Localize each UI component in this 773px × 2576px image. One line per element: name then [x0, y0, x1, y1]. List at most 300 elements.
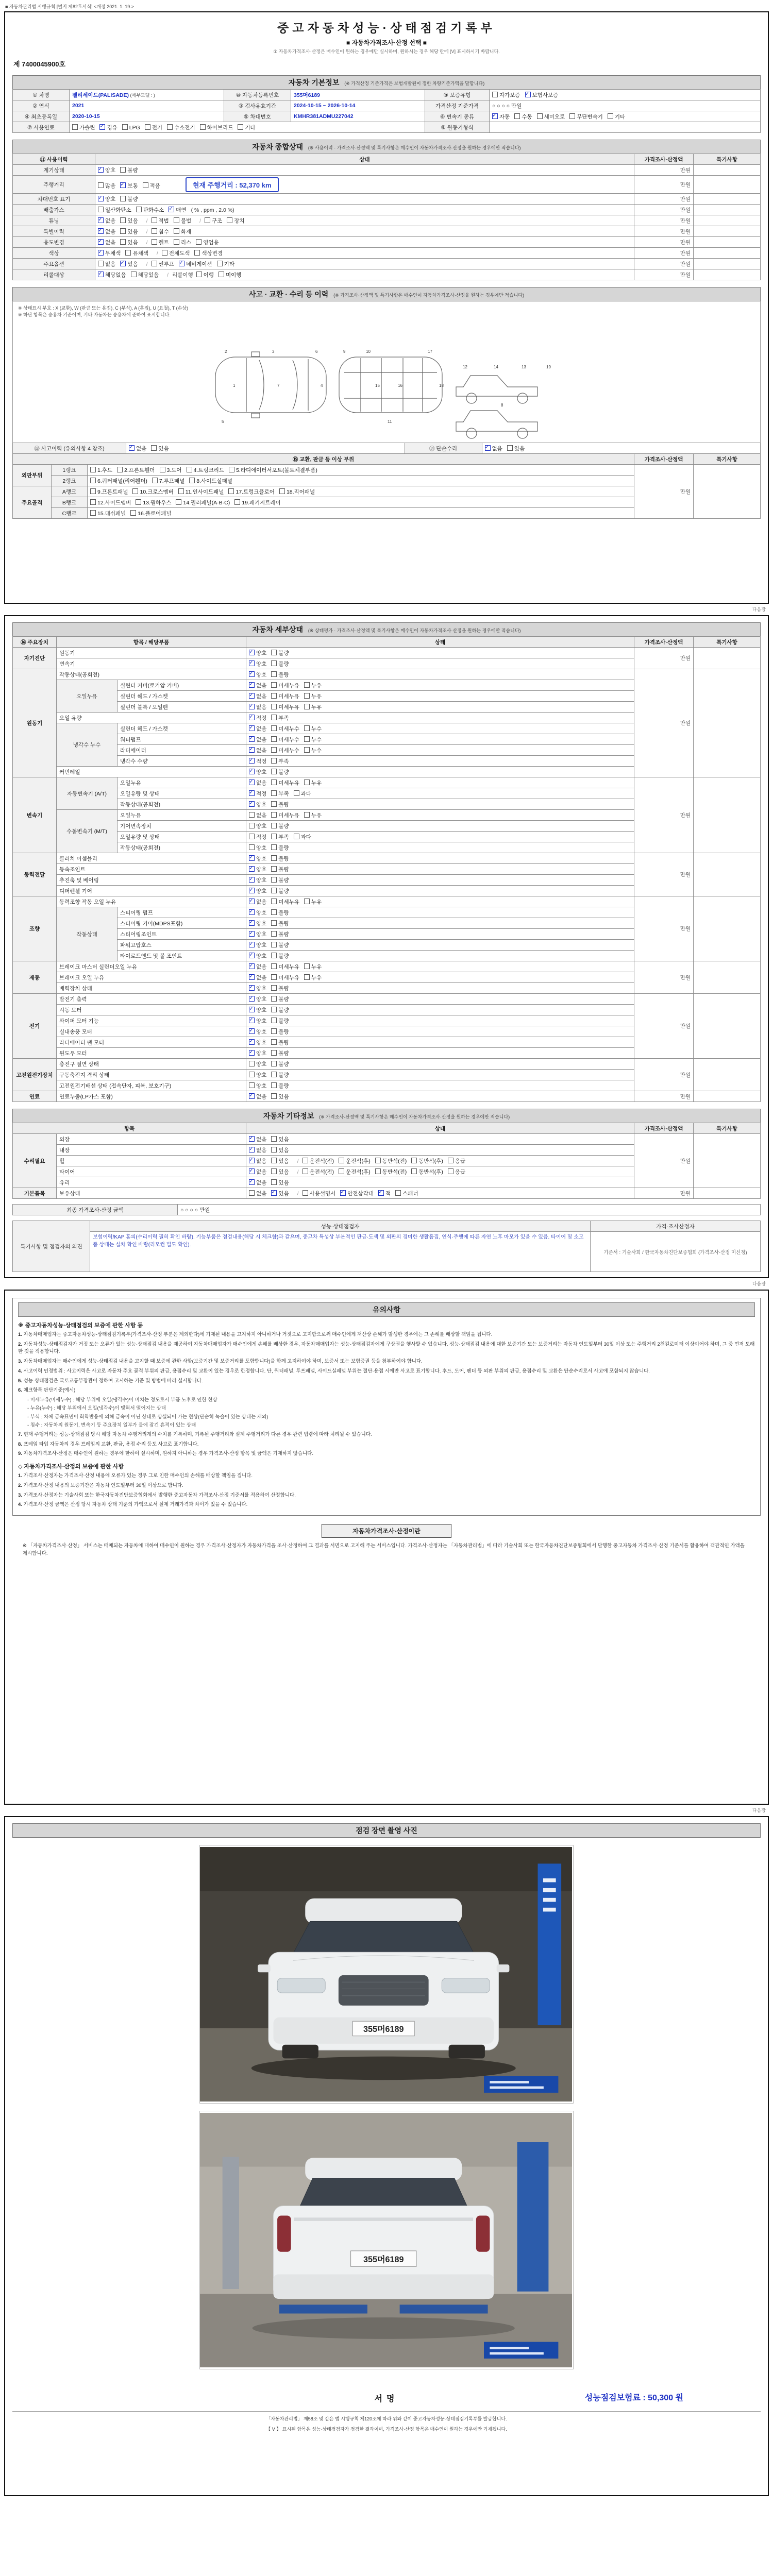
- device-item: 기어변속장치: [117, 821, 246, 832]
- checkbox[interactable]: [249, 909, 255, 915]
- option: [271, 985, 289, 992]
- checkbox[interactable]: [120, 261, 126, 266]
- checkbox[interactable]: [99, 124, 105, 130]
- option-label: 양호: [256, 1028, 267, 1035]
- checkbox[interactable]: [271, 834, 277, 839]
- checkbox[interactable]: [525, 92, 531, 97]
- checkbox[interactable]: [271, 823, 277, 828]
- checkbox[interactable]: [249, 1158, 255, 1163]
- option-label: 16.플로어패널: [138, 510, 172, 517]
- checkbox[interactable]: [249, 769, 255, 774]
- checkbox[interactable]: [249, 1136, 255, 1142]
- checkbox[interactable]: [271, 769, 277, 774]
- checkbox[interactable]: [167, 124, 173, 130]
- rank-label: 2랭크: [52, 476, 88, 486]
- checkbox[interactable]: [271, 866, 277, 872]
- checkbox[interactable]: [130, 510, 136, 516]
- checkbox[interactable]: [249, 736, 255, 742]
- checkbox[interactable]: [98, 239, 104, 245]
- checkbox[interactable]: [271, 855, 277, 861]
- field-label: 최종 가격조사·산정 금액: [13, 1205, 178, 1215]
- checkbox[interactable]: [136, 499, 141, 505]
- checkbox[interactable]: [271, 920, 277, 926]
- checkbox[interactable]: [304, 899, 310, 904]
- checkbox[interactable]: [271, 931, 277, 937]
- device-state: [246, 951, 634, 961]
- checkbox[interactable]: [608, 113, 613, 119]
- col-remark: 특기사항: [694, 637, 761, 648]
- checkbox[interactable]: [249, 812, 255, 818]
- checkbox[interactable]: [145, 124, 150, 130]
- checkbox[interactable]: [249, 866, 255, 872]
- checkbox[interactable]: [249, 834, 255, 839]
- checkbox[interactable]: [340, 1190, 346, 1196]
- checkbox[interactable]: [271, 985, 277, 991]
- checkbox[interactable]: [271, 736, 277, 742]
- checkbox[interactable]: [143, 182, 148, 188]
- checkbox[interactable]: [304, 747, 310, 753]
- checkbox[interactable]: [375, 1168, 381, 1174]
- device-item: 타이로드엔드 및 볼 조인트: [117, 951, 246, 961]
- checkbox[interactable]: [249, 1050, 255, 1056]
- option: [131, 271, 159, 279]
- checkbox[interactable]: [160, 467, 165, 472]
- checkbox[interactable]: [187, 467, 192, 472]
- checkbox[interactable]: [514, 113, 520, 119]
- checkbox[interactable]: [249, 1190, 255, 1196]
- checkbox[interactable]: [271, 1093, 277, 1099]
- option-label: 미세누수: [278, 725, 299, 732]
- checkbox[interactable]: [249, 801, 255, 807]
- checkbox[interactable]: [249, 790, 255, 796]
- checkbox[interactable]: [271, 1136, 277, 1142]
- checkbox[interactable]: [303, 1190, 308, 1196]
- option-label: 5.라디에이터서포트(볼트체결부품): [236, 467, 317, 473]
- device-item: 윈도우 모터: [57, 1048, 246, 1059]
- checkbox[interactable]: [507, 445, 513, 451]
- checkbox[interactable]: [196, 272, 202, 277]
- checkbox[interactable]: [271, 942, 277, 947]
- caution-item: [18, 1450, 755, 1458]
- option-label: 있음: [158, 445, 169, 452]
- price-amount: 만원: [634, 269, 694, 280]
- option: [120, 217, 138, 225]
- checkbox[interactable]: [229, 467, 234, 472]
- checkbox[interactable]: [98, 228, 104, 234]
- checkbox[interactable]: [174, 217, 179, 223]
- checkbox[interactable]: [162, 250, 167, 256]
- checkbox[interactable]: [151, 445, 157, 451]
- checkbox[interactable]: [249, 985, 255, 991]
- checkbox[interactable]: [271, 660, 277, 666]
- checkbox[interactable]: [194, 250, 200, 256]
- checkbox[interactable]: [98, 182, 104, 188]
- checkbox[interactable]: [271, 801, 277, 807]
- checkbox[interactable]: [179, 261, 184, 266]
- option-label: 썬루프: [158, 261, 174, 267]
- checkbox[interactable]: [271, 1028, 277, 1034]
- checkbox[interactable]: [152, 261, 157, 266]
- checkbox[interactable]: [271, 844, 277, 850]
- option: [271, 898, 299, 906]
- checkbox[interactable]: [234, 499, 240, 505]
- checkbox[interactable]: [271, 1018, 277, 1023]
- checkbox[interactable]: [249, 693, 255, 699]
- panel-item: [176, 499, 230, 506]
- checkbox[interactable]: [189, 478, 195, 483]
- remark: [694, 669, 761, 777]
- option-label: 없음: [256, 736, 267, 743]
- caution-heading: ※ 중고자동차성능·상태점검의 보증에 관한 사항 등: [18, 1323, 143, 1329]
- checkbox[interactable]: [200, 124, 206, 130]
- remark: [694, 896, 761, 961]
- option: [304, 725, 322, 733]
- checkbox[interactable]: [131, 272, 137, 277]
- checkbox[interactable]: [448, 1168, 453, 1174]
- checkbox[interactable]: [125, 250, 131, 256]
- checkbox[interactable]: [249, 942, 255, 947]
- option-label: 보험사보증: [532, 92, 559, 98]
- checkbox[interactable]: [304, 704, 310, 709]
- appraiser-column-label: 가격·조사산정자: [591, 1221, 761, 1232]
- option: [271, 930, 289, 938]
- checkbox[interactable]: [249, 1082, 255, 1088]
- checkbox[interactable]: [271, 1072, 277, 1077]
- checkbox[interactable]: [271, 888, 277, 893]
- option: [120, 260, 138, 268]
- checkbox[interactable]: [249, 704, 255, 709]
- checkbox[interactable]: [448, 1158, 453, 1163]
- footer-check-note: 【 V 】 표시된 항목은 성능·상태점검자가 점검한 결과이며, 가격조사·산정 항목은 매수인이 원하는 경우에만 기재됩니다.: [266, 2427, 507, 2432]
- checkbox[interactable]: [90, 488, 96, 494]
- checkbox[interactable]: [249, 650, 255, 655]
- caution-item: [18, 1378, 755, 1385]
- checkbox[interactable]: [339, 1158, 344, 1163]
- checkbox[interactable]: [271, 1147, 277, 1153]
- checkbox[interactable]: [136, 207, 142, 212]
- option-label: 9.프론트패널: [97, 488, 128, 495]
- checkbox[interactable]: [249, 877, 255, 883]
- device-item: 고전원전기배선 상태 (접속단자, 피복, 보호기구): [57, 1080, 246, 1091]
- checkbox[interactable]: [271, 909, 277, 915]
- checkbox[interactable]: [227, 217, 232, 223]
- checkbox[interactable]: [271, 1168, 277, 1174]
- checkbox[interactable]: [279, 488, 285, 494]
- checkbox[interactable]: [249, 823, 255, 828]
- checkbox[interactable]: [303, 1168, 308, 1174]
- checkbox[interactable]: [152, 239, 157, 245]
- option-label: 동반석(후): [418, 1168, 443, 1175]
- option-label: 없음: [256, 899, 267, 905]
- device-state: [246, 994, 634, 1005]
- checkbox[interactable]: [117, 467, 123, 472]
- option-label: 누유: [311, 779, 322, 786]
- option-label: 양호: [256, 877, 267, 884]
- option-label: 가솔린: [79, 124, 95, 131]
- option-label: 없음: [256, 682, 267, 689]
- checkbox[interactable]: [304, 779, 310, 785]
- device-item: 타이어: [57, 1166, 246, 1177]
- option-label: 동반석(전): [382, 1168, 407, 1175]
- checkbox[interactable]: [249, 747, 255, 753]
- checkbox[interactable]: [304, 725, 310, 731]
- checkbox[interactable]: [249, 1061, 255, 1066]
- detail-state-table: [12, 636, 761, 1102]
- option-divider: /: [146, 228, 148, 235]
- remark: [694, 215, 761, 226]
- checkbox[interactable]: [395, 1190, 401, 1196]
- checkbox[interactable]: [271, 953, 277, 958]
- checkbox[interactable]: [294, 790, 299, 796]
- checkbox[interactable]: [249, 974, 255, 980]
- checkbox[interactable]: [304, 682, 310, 688]
- option: [249, 985, 266, 992]
- option: [249, 941, 266, 949]
- checkbox[interactable]: [249, 1018, 255, 1023]
- checkbox[interactable]: [249, 953, 255, 958]
- checkbox[interactable]: [271, 974, 277, 980]
- panel-side: 주요골격: [13, 486, 52, 519]
- price-amount: 만원: [634, 165, 694, 176]
- option: [98, 182, 115, 190]
- checkbox[interactable]: [271, 682, 277, 688]
- checkbox[interactable]: [304, 693, 310, 699]
- checkbox[interactable]: [304, 812, 310, 818]
- device-state: [246, 929, 634, 940]
- option: [249, 649, 266, 657]
- device-state: [246, 691, 634, 702]
- checkbox[interactable]: [132, 488, 138, 494]
- checkbox[interactable]: [271, 812, 277, 818]
- checkbox[interactable]: [178, 488, 184, 494]
- checkbox[interactable]: [294, 834, 299, 839]
- checkbox[interactable]: [120, 182, 126, 188]
- option: [249, 1190, 266, 1197]
- checkbox[interactable]: [90, 499, 96, 505]
- price-amount: 만원: [634, 1059, 694, 1091]
- checkbox[interactable]: [249, 931, 255, 937]
- checkbox[interactable]: [271, 1007, 277, 1012]
- checkbox[interactable]: [90, 467, 96, 472]
- device-group: 자기진단: [13, 648, 57, 669]
- checkbox[interactable]: [152, 217, 157, 223]
- option: [145, 124, 162, 131]
- checkbox[interactable]: [72, 124, 78, 130]
- remark: [694, 853, 761, 896]
- device-row: [13, 1188, 761, 1199]
- option-label: 응급: [455, 1158, 466, 1164]
- device-state: [246, 961, 634, 972]
- caution-item: [18, 1368, 755, 1376]
- device-state: [246, 1070, 634, 1080]
- checkbox[interactable]: [249, 888, 255, 893]
- checkbox[interactable]: [120, 167, 126, 173]
- checkbox[interactable]: [249, 1179, 255, 1185]
- device-row: [13, 648, 761, 658]
- checkbox[interactable]: [205, 217, 210, 223]
- checkbox[interactable]: [228, 488, 234, 494]
- checkbox[interactable]: [303, 1158, 308, 1163]
- checkbox[interactable]: [98, 272, 104, 277]
- checkbox[interactable]: [271, 704, 277, 709]
- option: [271, 866, 289, 873]
- checkbox[interactable]: [378, 1190, 384, 1196]
- inspection-photo-front-wrap: [199, 1845, 574, 2104]
- checkbox[interactable]: [249, 682, 255, 688]
- checkbox[interactable]: [271, 1050, 277, 1056]
- caution-number: 1.: [18, 1332, 24, 1337]
- caution-text: 가격조사·산정자는 가격조사·산정 내용에 오류가 있는 경우 그로 인한 매수인의 손해를 배상할 책임을 집니다.: [23, 1473, 253, 1479]
- checkbox[interactable]: [176, 499, 181, 505]
- checkbox[interactable]: [304, 963, 310, 969]
- option-label: 불량: [278, 855, 289, 862]
- checkbox[interactable]: [120, 196, 126, 201]
- checkbox[interactable]: [129, 445, 135, 451]
- option-label: 부족: [278, 790, 289, 797]
- checkbox[interactable]: [271, 1039, 277, 1045]
- checkbox[interactable]: [569, 113, 575, 119]
- checkbox[interactable]: [90, 478, 96, 483]
- option-label: 운전석(전): [309, 1158, 334, 1164]
- usage-state: [95, 226, 634, 237]
- device-state: [246, 799, 634, 810]
- checkbox[interactable]: [249, 1072, 255, 1077]
- option-label: 전기: [152, 124, 163, 131]
- checkbox[interactable]: [98, 261, 104, 266]
- option-label: 4.트렁크리드: [193, 467, 225, 473]
- checkbox[interactable]: [271, 1190, 277, 1196]
- checkbox[interactable]: [339, 1168, 344, 1174]
- checkbox[interactable]: [152, 228, 157, 234]
- field-text: ○ ○ ○ ○ 만원: [490, 100, 761, 111]
- panel-item: [117, 466, 155, 474]
- checkbox[interactable]: [120, 217, 126, 223]
- checkbox[interactable]: [174, 228, 179, 234]
- checkbox[interactable]: [122, 124, 128, 130]
- checkbox[interactable]: [492, 113, 498, 119]
- checkbox[interactable]: [98, 196, 104, 201]
- checkbox[interactable]: [249, 660, 255, 666]
- checkbox[interactable]: [271, 996, 277, 1002]
- device-state: [246, 1080, 634, 1091]
- device-state: [246, 1156, 634, 1166]
- option-label: 없음: [105, 217, 116, 224]
- checkbox[interactable]: [271, 963, 277, 969]
- option-label: 없음: [256, 1168, 267, 1175]
- option-label: 불량: [278, 1050, 289, 1057]
- checkbox[interactable]: [174, 239, 179, 245]
- checkbox[interactable]: [271, 715, 277, 720]
- checkbox[interactable]: [120, 228, 126, 234]
- checkbox[interactable]: [485, 445, 491, 451]
- checkbox[interactable]: [271, 758, 277, 764]
- checkbox[interactable]: [249, 1093, 255, 1099]
- checkbox[interactable]: [249, 1147, 255, 1153]
- option: [129, 445, 146, 452]
- option-label: 있음: [127, 261, 138, 267]
- inspection-photo-front: [200, 1845, 572, 2103]
- checkbox[interactable]: [271, 899, 277, 904]
- device-item: 냉각수 수량: [117, 756, 246, 767]
- checkbox[interactable]: [271, 1179, 277, 1185]
- checkbox[interactable]: [238, 124, 243, 130]
- checkbox[interactable]: [152, 478, 158, 483]
- checkbox[interactable]: [249, 779, 255, 785]
- checkbox[interactable]: [271, 725, 277, 731]
- checkbox[interactable]: [271, 747, 277, 753]
- checkbox[interactable]: [304, 736, 310, 742]
- checkbox[interactable]: [249, 996, 255, 1002]
- checkbox[interactable]: [249, 855, 255, 861]
- caution-number: 4.: [18, 1368, 24, 1374]
- checkbox[interactable]: [271, 693, 277, 699]
- checkbox[interactable]: [196, 239, 201, 245]
- checkbox[interactable]: [271, 1061, 277, 1066]
- option: [98, 217, 115, 225]
- option: [249, 1136, 266, 1143]
- checkbox[interactable]: [90, 510, 96, 516]
- checkbox[interactable]: [120, 239, 126, 245]
- field-value: [70, 111, 224, 122]
- remark: [694, 237, 761, 248]
- checkbox[interactable]: [249, 725, 255, 731]
- checkbox[interactable]: [249, 920, 255, 926]
- checkbox[interactable]: [98, 250, 104, 256]
- checkbox[interactable]: [249, 671, 255, 677]
- checkbox[interactable]: [249, 1028, 255, 1034]
- option-label: 불량: [278, 920, 289, 927]
- checkbox[interactable]: [249, 758, 255, 764]
- checkbox[interactable]: [537, 113, 543, 119]
- checkbox[interactable]: [217, 261, 223, 266]
- checkbox[interactable]: [249, 844, 255, 850]
- checkbox[interactable]: [169, 207, 174, 212]
- checkbox[interactable]: [271, 1082, 277, 1088]
- checkbox[interactable]: [411, 1168, 417, 1174]
- panel-number: 2: [225, 349, 227, 354]
- field-label: 가격산정 기준가격: [425, 100, 490, 111]
- checkbox[interactable]: [249, 1007, 255, 1012]
- option: [120, 195, 138, 203]
- checkbox[interactable]: [98, 167, 104, 173]
- checkbox[interactable]: [271, 671, 277, 677]
- checkbox[interactable]: [271, 779, 277, 785]
- checkbox[interactable]: [304, 974, 310, 980]
- checkbox[interactable]: [375, 1158, 381, 1163]
- option-label: 렌트: [158, 239, 169, 246]
- panel-item: [90, 499, 131, 506]
- checkbox[interactable]: [98, 217, 104, 223]
- option: [125, 249, 148, 257]
- checkbox[interactable]: [98, 207, 104, 212]
- checkbox[interactable]: [249, 899, 255, 904]
- checkbox[interactable]: [249, 715, 255, 720]
- checkbox[interactable]: [271, 877, 277, 883]
- checkbox[interactable]: [249, 963, 255, 969]
- option-label: 하이브리드: [207, 124, 233, 131]
- option: [411, 1157, 443, 1165]
- checkbox[interactable]: [249, 1039, 255, 1045]
- checkbox[interactable]: [219, 272, 224, 277]
- checkbox[interactable]: [492, 92, 498, 97]
- caution-text: 현재 주행거리는 성능·상태점검 당시 해당 자동차 주행거리계의 수치를 기록하며, 기록된 주행거리와 실제 주행거리가 다른 경우 관련 법령에 따라 처리될 수 있습니다.: [23, 1432, 372, 1438]
- checkbox[interactable]: [271, 650, 277, 655]
- checkbox[interactable]: [271, 790, 277, 796]
- checkbox[interactable]: [271, 1158, 277, 1163]
- checkbox[interactable]: [249, 1168, 255, 1174]
- option-label: 양호: [256, 1050, 267, 1057]
- checkbox[interactable]: [411, 1158, 417, 1163]
